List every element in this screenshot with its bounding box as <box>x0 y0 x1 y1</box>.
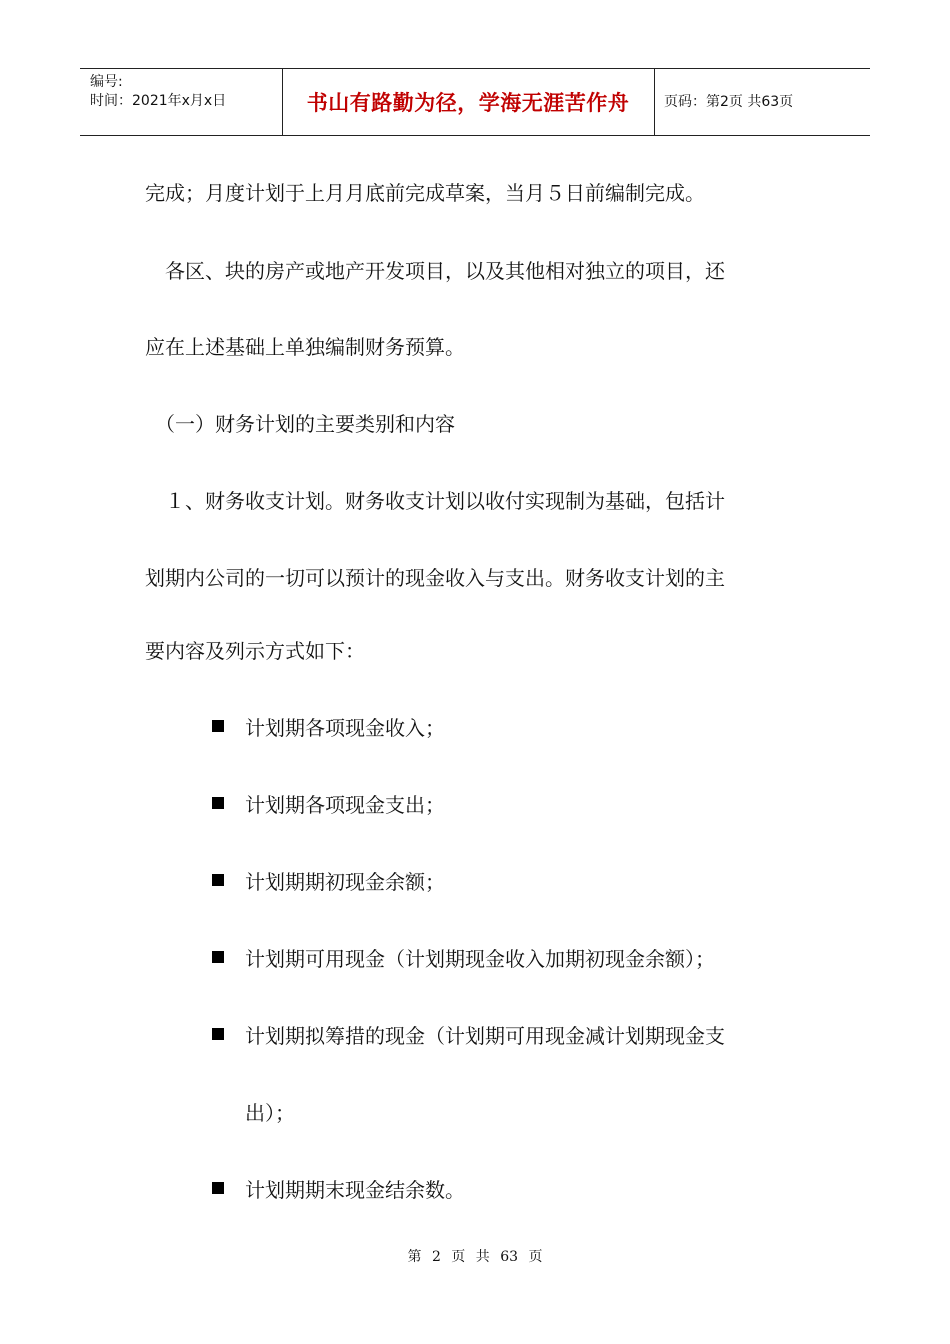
square-bullet-icon <box>212 1182 224 1194</box>
document-number-label: 编号: <box>90 74 123 90</box>
header-page-info: 页码：第2页 共63页 <box>664 94 794 110</box>
square-bullet-icon <box>212 797 224 809</box>
body-paragraph-line: 各区、块的房产或地产开发项目，以及其他相对独立的项目，还 <box>145 259 725 283</box>
body-paragraph-line: 完成；月度计划于上月月底前完成草案，当月５日前编制完成。 <box>145 181 705 205</box>
section-heading: （一）财务计划的主要类别和内容 <box>145 412 455 436</box>
list-item-text: 出）； <box>245 1101 295 1125</box>
list-item-text: 计划期期末现金结余数。 <box>245 1178 465 1202</box>
header-motto: 书山有路勤为径，学海无涯苦作舟 <box>306 90 630 115</box>
list-item-text: 计划期可用现金（计划期现金收入加期初现金余额）； <box>245 947 715 971</box>
page-footer: 第 2 页 共 63 页 <box>407 1249 543 1265</box>
body-paragraph-line: 要内容及列示方式如下： <box>145 639 365 663</box>
page-header <box>80 68 870 136</box>
list-item-text: 计划期拟筹措的现金（计划期可用现金减计划期现金支 <box>245 1024 725 1048</box>
list-item-text: 计划期各项现金支出； <box>245 793 445 817</box>
body-paragraph-line: 应在上述基础上单独编制财务预算。 <box>145 335 465 359</box>
body-paragraph-line: １、财务收支计划。财务收支计划以收付实现制为基础，包括计 <box>145 489 725 513</box>
square-bullet-icon <box>212 1028 224 1040</box>
header-divider <box>654 69 655 136</box>
square-bullet-icon <box>212 951 224 963</box>
body-paragraph-line: 划期内公司的一切可以预计的现金收入与支出。财务收支计划的主 <box>145 566 725 590</box>
square-bullet-icon <box>212 874 224 886</box>
header-meta <box>90 73 226 111</box>
document-time-label: 时间：2021年x月x日 <box>90 93 227 109</box>
square-bullet-icon <box>212 720 224 732</box>
list-item-text: 计划期期初现金余额； <box>245 870 445 894</box>
list-item-text: 计划期各项现金收入； <box>245 716 445 740</box>
